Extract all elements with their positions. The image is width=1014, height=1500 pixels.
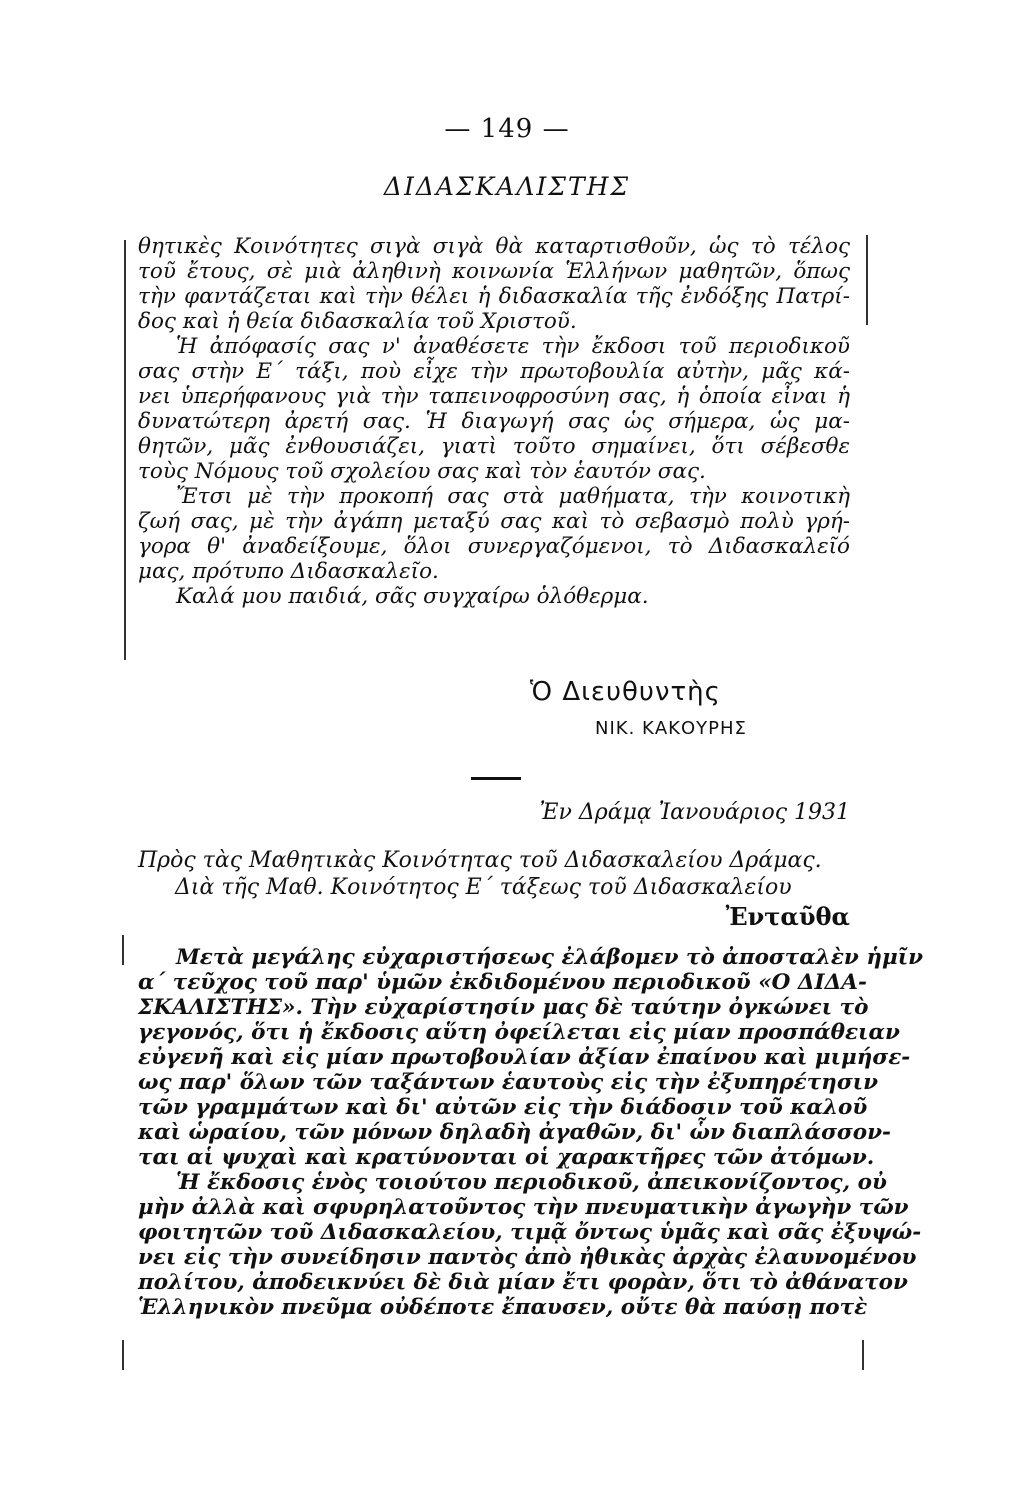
letter1-line: τοῦ ἔτους, σὲ μιὰ ἀληθινὴ κοινωνία Ἑλλήνων μαθητῶν, ὅπως bbox=[138, 259, 850, 284]
letter1-line: Ἔτσι μὲ τὴν προκοπή σας στὰ μαθήματα, τὴν κοινοτικὴ bbox=[176, 484, 850, 509]
letter1-line: δος καὶ ἡ θεία διδασκαλία τοῦ Χριστοῦ. bbox=[138, 309, 577, 334]
margin-rule-left-lower bbox=[122, 935, 124, 965]
letter2-line: ως παρ' ὅλων τῶν ταξάντων ἑαυτοὺς εἰς τὴν ἐξυπηρέτησιν bbox=[138, 1070, 878, 1095]
letter2-line: εὐγενῆ καὶ εἰς μίαν πρωτοβουλίαν ἀξίαν ἐπαίνου καὶ μιμήσε- bbox=[138, 1045, 911, 1070]
letter1-line: τὴν φαντάζεται καὶ τὴν θέλει ἡ διδασκαλία τῆς ἐνδόξης Πατρί- bbox=[138, 284, 850, 309]
letter2-line: νει εἰς τὴν συνείδησιν παντὸς ἀπὸ ἠθικὰς ἀρχὰς ἐλαυνομένου bbox=[138, 1245, 917, 1270]
signature-name: ΝΙΚ. ΚΑΚΟΥΡΗΣ bbox=[595, 718, 747, 739]
letter1-line: ζωή σας, μὲ τὴν ἀγάπη μεταξύ σας καὶ τὸ σεβασμὸ πολὺ γρή- bbox=[138, 509, 850, 534]
letter2-line: α΄ τεῦχος τοῦ παρ' ὑμῶν ἐκδιδομένου περιοδικοῦ «Ο ΔΙΔΑ- bbox=[138, 970, 867, 995]
letter2-line: Μετὰ μεγάλης εὐχαριστήσεως ἐλάβομεν τὸ ἀποσταλὲν ἡμῖν bbox=[176, 945, 924, 970]
letter1-body bbox=[138, 234, 850, 609]
margin-rule-left bbox=[124, 240, 126, 660]
signature-title: Ὁ Διευθυντὴς bbox=[530, 677, 721, 707]
letter2-line: ται αἱ ψυχαὶ καὶ κρατύνονται οἱ χαρακτῆρες τῶν ἀτόμων. bbox=[138, 1145, 875, 1170]
addressee-line-2: Διὰ τῆς Μαθ. Κοινότητος Ε΄ τάξεως τοῦ Διδασκαλείου bbox=[175, 875, 792, 900]
separator-rule bbox=[471, 777, 521, 780]
letter1-line: Καλά μου παιδιά, σᾶς συγχαίρω ὁλόθερμα. bbox=[176, 584, 649, 609]
margin-rule-left-bottom bbox=[122, 1340, 124, 1370]
letter2-line: Ἡ ἔκδοσις ἑνὸς τοιούτου περιοδικοῦ, ἀπεικονίζοντος, οὐ bbox=[176, 1170, 887, 1195]
letter2-body bbox=[138, 945, 924, 1320]
letter1-line: νει ὑπερήφανους γιὰ τὴν ταπεινοφροσύνη σας, ἡ ὁποία εἶναι ἡ bbox=[138, 384, 850, 409]
letter2-line: Ἑλληνικὸν πνεῦμα οὐδέποτε ἔπαυσεν, οὔτε θὰ παύσῃ ποτὲ bbox=[138, 1295, 868, 1320]
dateline: Ἐν Δράμᾳ Ἰανουάριος 1931 bbox=[539, 800, 850, 825]
running-title: ΔΙΔΑΣΚΑΛΙΣΤΗΣ bbox=[383, 172, 631, 201]
page-number: — 149 — bbox=[444, 114, 570, 144]
letter1-line: δυνατώτερη ἀρετή σας. Ἡ διαγωγή σας ὡς σήμερα, ὡς μα- bbox=[138, 409, 850, 434]
addressee-line-1: Πρὸς τὰς Μαθητικὰς Κοινότητας τοῦ Διδασκαλείου Δράμας. bbox=[138, 848, 822, 873]
letter1-line: σας στὴν Ε΄ τάξι, ποὺ εἶχε τὴν πρωτοβουλία αὐτὴν, μᾶς κά- bbox=[138, 359, 850, 384]
letter1-line: Ἡ ἀπόφασίς σας ν' ἀναθέσετε τὴν ἔκδοσι τοῦ περιοδικοῦ bbox=[176, 334, 850, 359]
letter1-line: τοὺς Νόμους τοῦ σχολείου σας καὶ τὸν ἑαυτόν σας. bbox=[138, 459, 706, 484]
margin-rule-right bbox=[866, 235, 868, 325]
letter2-line: μὴν ἀλλὰ καὶ σφυρηλατοῦντος τὴν πνευματικὴν ἀγωγὴν τῶν bbox=[138, 1195, 909, 1220]
letter1-line: γορα θ' ἀναδείξουμε, ὅλοι συνεργαζόμενοι, τὸ Διδασκαλεῖό bbox=[138, 534, 850, 559]
letter1-line: μας, πρότυπο Διδασκαλεῖο. bbox=[138, 559, 439, 584]
letter1-line: θητικὲς Κοινότητες σιγὰ σιγὰ θὰ καταρτισθοῦν, ὡς τὸ τέλος bbox=[138, 234, 850, 259]
destination: Ἐνταῦθα bbox=[725, 902, 850, 931]
letter2-line: γεγονός, ὅτι ἡ ἔκδοσις αὕτη ὀφείλεται εἰς μίαν προσπάθειαν bbox=[138, 1020, 900, 1045]
margin-rule-right-bottom bbox=[862, 1340, 864, 1370]
letter2-line: τῶν γραμμάτων καὶ δι' αὐτῶν εἰς τὴν διάδοσιν τοῦ καλοῦ bbox=[138, 1095, 868, 1120]
letter2-line: καὶ ὡραίου, τῶν μόνων δηλαδὴ ἀγαθῶν, δι' ὧν διαπλάσσον- bbox=[138, 1120, 891, 1145]
letter2-line: πολίτου, ἀποδεικνύει δὲ διὰ μίαν ἔτι φορὰν, ὅτι τὸ ἀθάνατον bbox=[138, 1270, 908, 1295]
letter2-line: φοιτητῶν τοῦ Διδασκαλείου, τιμᾷ ὄντως ὑμᾶς καὶ σᾶς ἐξυψώ- bbox=[138, 1220, 922, 1245]
letter1-line: θητῶν, μᾶς ἐνθουσιάζει, γιατὶ τοῦτο σημαίνει, ὅτι σέβεσθε bbox=[138, 434, 850, 459]
letter2-line: ΣΚΑΛΙΣΤΗΣ». Τὴν εὐχαρίστησίν μας δὲ ταύτην ὀγκώνει τὸ bbox=[138, 995, 869, 1020]
